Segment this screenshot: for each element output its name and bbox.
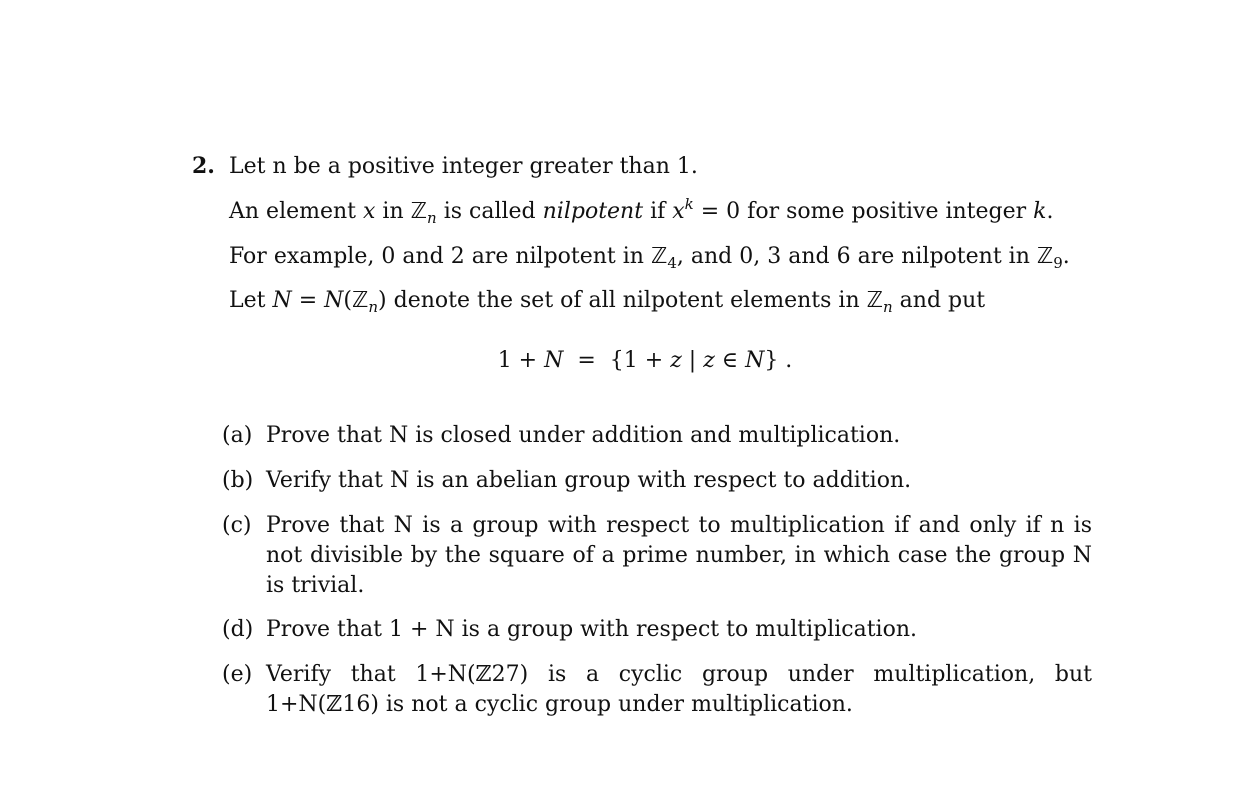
var-N: N — [745, 348, 765, 373]
integers-symbol: ℤ — [1036, 244, 1054, 269]
setdef-text-2: = — [291, 288, 325, 313]
set-definition — [229, 287, 985, 315]
part-d-label: (d) — [222, 617, 254, 642]
integers-symbol: ℤ — [351, 288, 369, 313]
var-x: x — [363, 199, 376, 224]
part-d-text: Prove that 1 + N is a group with respect to multiplication. — [266, 617, 917, 642]
term-nilpotent: nilpotent — [542, 199, 644, 224]
part-c-text: Prove that N is a group with respect to multiplication if and only if n is not divisible by the square of a prime number, in which case the group N is trivial. — [266, 513, 1092, 598]
part-a-label: (a) — [222, 423, 253, 448]
subscript-n: n — [427, 209, 437, 227]
part-e-text: Verify that 1+N(ℤ27) is a cyclic group under multiplication, but 1+N(ℤ16) is not a cyclic group under multiplication. — [266, 662, 1092, 717]
example-line — [229, 243, 1070, 271]
integers-symbol: ℤ — [650, 244, 668, 269]
display-equation — [0, 347, 1241, 375]
subscript-n: n — [883, 298, 893, 316]
eq-equals: = {1 + — [563, 348, 671, 373]
nilpotent-definition — [229, 195, 1054, 227]
integers-symbol: ℤ — [866, 288, 883, 313]
def-text-6: . — [1046, 199, 1054, 224]
eq-close: } . — [764, 348, 793, 373]
var-z: z — [670, 348, 682, 373]
subscript-9: 9 — [1053, 254, 1063, 272]
part-e-label: (e) — [222, 662, 253, 687]
eq-element-of: ∈ — [714, 348, 746, 373]
subscript-n: n — [368, 298, 379, 316]
setdef-text-3: ( — [343, 288, 352, 313]
setdef-text-5: and put — [892, 288, 986, 313]
var-z: z — [703, 348, 715, 373]
var-N: N — [272, 288, 292, 313]
example-text-1: For example, 0 and 2 are nilpotent in — [229, 244, 651, 269]
exponent-k: k — [684, 195, 694, 213]
def-text-3: is called — [436, 199, 543, 224]
def-text-1: An element — [229, 199, 364, 224]
part-a-text: Prove that N is closed under addition and multiplication. — [266, 423, 901, 448]
problem-number: 2. — [192, 153, 215, 179]
var-x-power: x — [672, 199, 685, 224]
var-N: N — [544, 348, 564, 373]
subscript-4: 4 — [667, 254, 677, 272]
eq-bar: | — [681, 348, 704, 373]
var-N: N — [324, 288, 344, 313]
part-c-label: (c) — [222, 513, 252, 538]
integers-symbol: ℤ — [410, 199, 428, 224]
def-text-4: if — [643, 199, 673, 224]
setdef-text-1: Let — [229, 288, 273, 313]
def-text-5: = 0 for some positive integer — [693, 199, 1034, 224]
intro-text: Let n be a positive integer greater than 1. — [229, 154, 698, 179]
def-text-2: in — [375, 199, 411, 224]
var-k: k — [1033, 199, 1047, 224]
part-b-label: (b) — [222, 468, 254, 493]
setdef-text-4: ) denote the set of all nilpotent elements in — [378, 288, 867, 313]
example-text-3: . — [1062, 244, 1070, 269]
part-b-text: Verify that N is an abelian group with respect to addition. — [266, 468, 912, 493]
eq-lhs: 1 + — [497, 348, 545, 373]
example-text-2: , and 0, 3 and 6 are nilpotent in — [676, 244, 1037, 269]
problem-intro — [229, 153, 698, 181]
